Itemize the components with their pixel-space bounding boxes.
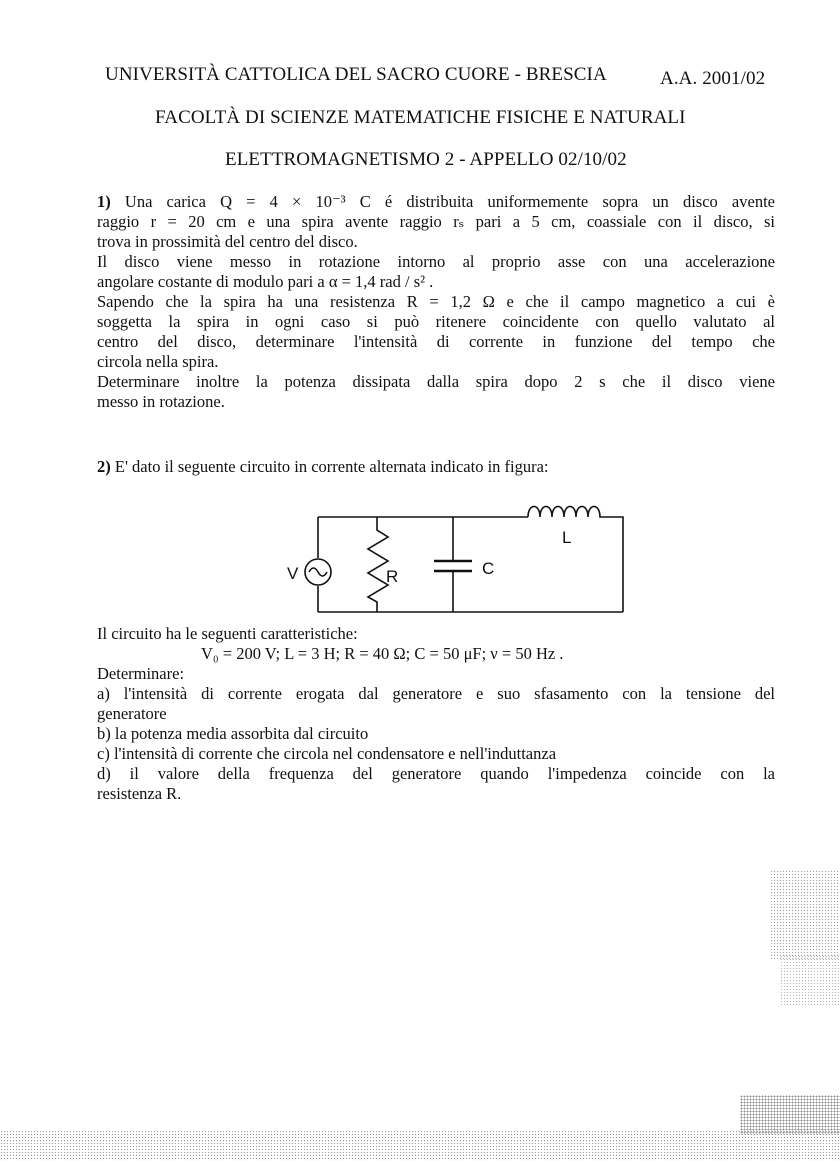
problem-1-line: Determinare inoltre la potenza dissipata dalla spira dopo 2 s che il disco viene [97,372,775,391]
task-line: b) la potenza media assorbita dal circuito [97,724,369,743]
problem-1-line: angolare costante di modulo pari a α = 1,4 rad / s² . [97,272,434,291]
task-line: resistenza R. [97,784,182,803]
task-line: c) l'intensità di corrente che circola nel condensatore e nell'induttanza [97,744,557,763]
exam-title: ELETTROMAGNETISMO 2 - APPELLO 02/10/02 [225,149,627,170]
characteristics-title: Il circuito ha le seguenti caratteristiche: [97,624,358,643]
problem-2-details [97,624,775,804]
scan-noise-right [770,870,840,960]
inductor-label: L [562,528,572,547]
resistor-label: R [386,567,399,586]
problem-2-intro: 2) E' dato il seguente circuito in corrente alternata indicato in figura: [97,457,549,476]
problem-1-number: 1) [97,192,111,211]
resistor-icon [368,517,388,612]
problem-1-line: soggetta la spira in ogni caso si può ritenere coincidente con quello valutato al [97,312,775,331]
scan-noise-bottom [0,1130,840,1161]
source-label: V [287,564,299,583]
problem-1-line: messo in rotazione. [97,392,225,411]
task-line: d) il valore della frequenza del generatore quando l'impedenza coincide con la [97,764,775,783]
problem-1-line: centro del disco, determinare l'intensità di corrente in funzione del tempo che [97,332,775,351]
problem-1-line: Sapendo che la spira ha una resistenza R = 1,2 Ω e che il campo magnetico a cui è [97,292,775,311]
problem-1-line: trova in prossimità del centro del disco. [97,232,358,251]
inductor-icon [528,507,608,518]
problem-1-line: Il disco viene messo in rotazione intorno al proprio asse con una accelerazione [97,252,775,271]
faculty-title: FACOLTÀ DI SCIENZE MATEMATICHE FISICHE E NATURALI [155,107,686,128]
problem-1-line: 1) Una carica Q = 4 × 10⁻³ C é distribuita uniformemente sopra un disco avente [97,192,775,211]
problem-2-number: 2) [97,457,111,476]
determine-title: Determinare: [97,664,185,683]
circuit-wire-right [608,517,623,612]
capacitor-label: C [482,559,495,578]
problem-1-line: raggio r = 20 cm e una spira avente raggio rₛ pari a 5 cm, coassiale con il disco, si [97,212,775,231]
circuit-values: V₀ = 200 V; L = 3 H; R = 40 Ω; C = 50 μF; ν = 50 Hz . [201,644,564,663]
scan-noise-corner [740,1095,840,1135]
task-line: generatore [97,704,167,723]
university-title: UNIVERSITÀ CATTOLICA DEL SACRO CUORE - BRESCIA [105,64,607,85]
ac-source-sine [309,568,327,576]
capacitor-icon [434,561,472,571]
problem-1-line: circola nella spira. [97,352,219,371]
task-line: a) l'intensità di corrente erogata dal generatore e suo sfasamento con la tensione del [97,684,775,703]
academic-year: A.A. 2001/02 [660,68,766,89]
scan-noise-right-2 [780,955,840,1005]
